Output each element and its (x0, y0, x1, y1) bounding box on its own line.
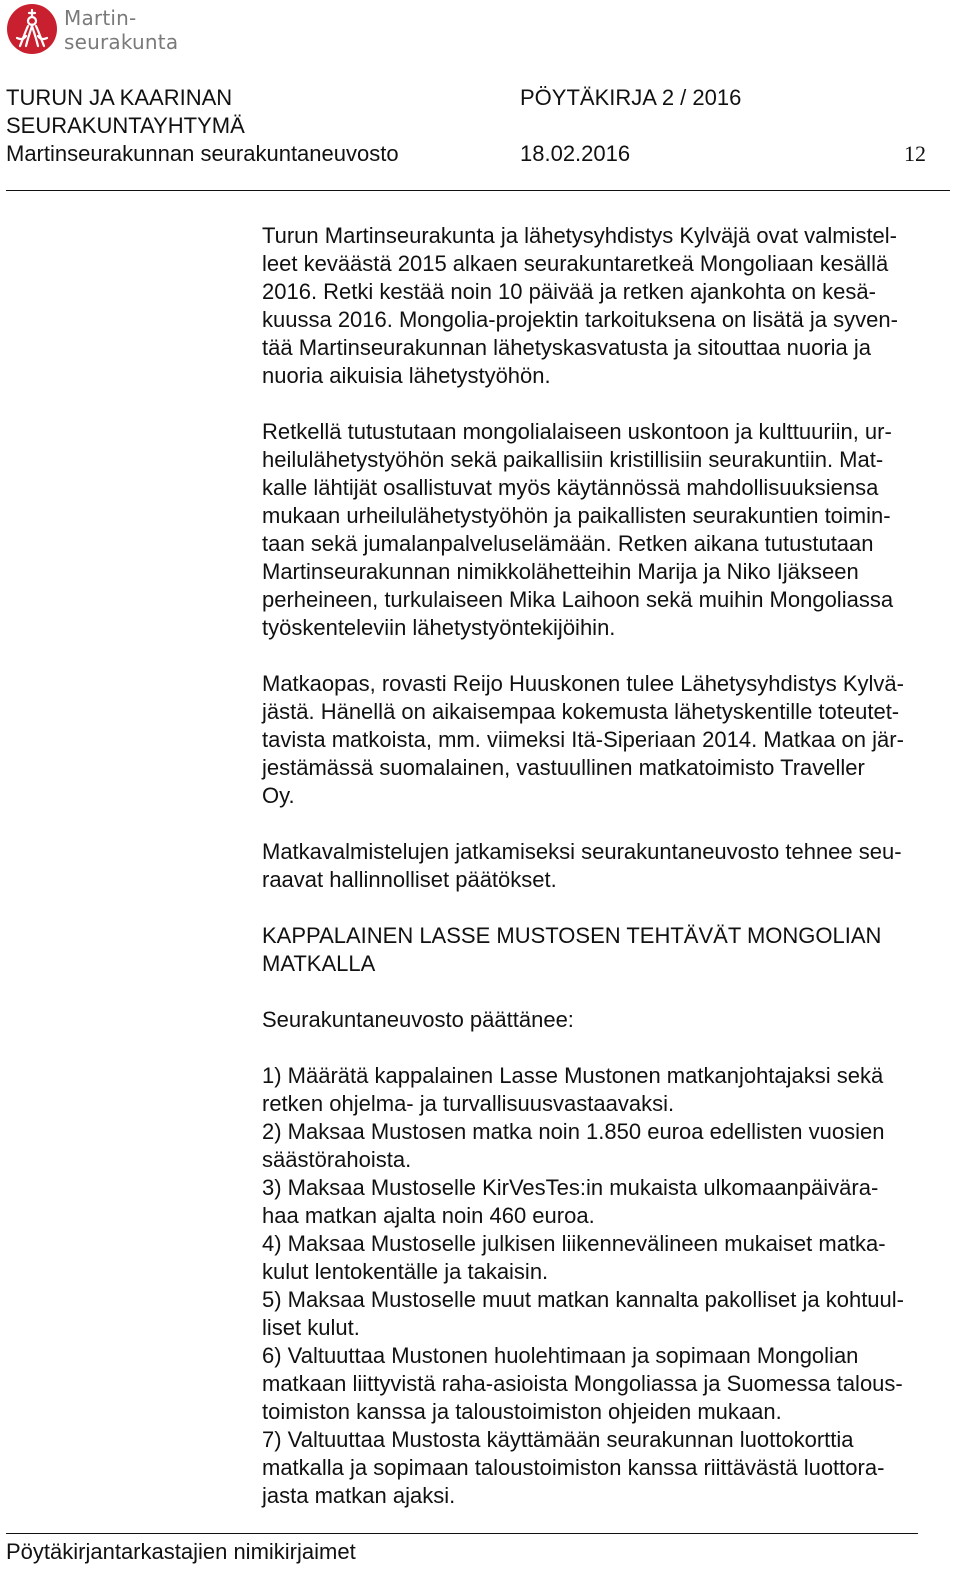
decision-item-4: 4) Maksaa Mustoselle julkisen liikennevälineen mukaiset matka- kulut lentokentälle ja takaisin. (262, 1231, 886, 1284)
organization-name-line-2: SEURAKUNTAYHTYMÄ (6, 113, 245, 138)
logo-line-1: Martin- (64, 6, 137, 30)
paragraph-trip-program: Retkellä tutustutaan mongolialaiseen uskontoon ja kulttuuriin, ur- heilulähetystyöhön sekä paikallisiin kristillisiin seurakuntiin. Mat- kalle lähtijät osallistuvat myös käytännössä mahdollisuuksiensa mukaan urheilulähetystyöhön ja paikallisten seurakuntien toimin- taan sekä jumalanpalveluselämään. Retken aikana tutustutaan Martinseurakunnan nimikkolähetteihin Marija ja Niko Ijäkseen perheineen, turkulaiseen Mika Laihoon sekä muihin Mongoliassa työskenteleviin lähetystyöntekijöihin. (262, 419, 894, 640)
logo-line-2: seurakunta (64, 30, 179, 54)
decision-item-2: 2) Maksaa Mustosen matka noin 1.850 euroa edellisten vuosien säästörahoista. (262, 1119, 885, 1172)
parish-logo-text (64, 6, 178, 54)
decision-item-3: 3) Maksaa Mustoselle KirVesTes:in mukaista ulkomaanpäivära- haa matkan ajalta noin 460 euroa. (262, 1175, 879, 1228)
document-body (262, 222, 956, 1510)
header-divider (6, 190, 950, 191)
parish-emblem-icon (6, 2, 58, 54)
paragraph-background: Turun Martinseurakunta ja lähetysyhdistys Kylväjä ovat valmistel- leet keväästä 2015 alkaen seurakuntaretkeä Mongoliaan kesällä 2016. Retki kestää noin 10 päivää ja retken ajankohta on kesä- kuussa 2016. Mongolia-projektin tarkoituksena on lisätä ja syven- tää Martinseurakunnan lähetyskasvatusta ja sitouttaa nuoria ja nuoria aikuisia lähetystyöhön. (262, 223, 898, 388)
footer-divider (6, 1533, 918, 1534)
decision-item-7: 7) Valtuuttaa Mustosta käyttämään seurakunnan luottokorttia matkalla ja sopimaan taloustoimiston kanssa riittävästä luottora- jasta matkan ajaksi. (262, 1427, 885, 1508)
footer-initials-label: Pöytäkirjantarkastajien nimikirjaimet (6, 1539, 356, 1564)
organization-name-line-1: TURUN JA KAARINAN (6, 85, 233, 110)
decision-item-1: 1) Määrätä kappalainen Lasse Mustonen matkanjohtajaksi sekä retken ohjelma- ja turvallisuusvastaavaksi. (262, 1063, 884, 1116)
paragraph-travel-guide: Matkaopas, rovasti Reijo Huuskonen tulee Lähetysyhdistys Kylvä- jästä. Hänellä on aikaisempaa kokemusta lähetyskentille toteutet- tavista matkoista, mm. viimeksi Itä-Siperiaan 2014. Matkaa on jär- jestämässä suomalainen, vastuullinen matkatoimisto Traveller Oy. (262, 671, 904, 808)
council-name: Martinseurakunnan seurakuntaneuvosto (6, 141, 399, 166)
meeting-date: 18.02.2016 (520, 141, 631, 166)
section-heading: KAPPALAINEN LASSE MUSTOSEN TEHTÄVÄT MONGOLIAN MATKALLA (262, 923, 882, 976)
parish-logo (6, 2, 206, 58)
decision-item-6: 6) Valtuuttaa Mustonen huolehtimaan ja sopimaan Mongolian matkaan liittyvistä raha-asioista Mongoliassa ja Suomessa talous- toimiston kanssa ja taloustoimiston ohjeiden mukaan. (262, 1343, 903, 1424)
proposal-label: Seurakuntaneuvosto päättänee: (262, 1007, 574, 1032)
document-title: PÖYTÄKIRJA 2 / 2016 (520, 85, 742, 110)
decision-item-5: 5) Maksaa Mustoselle muut matkan kannalta pakolliset ja kohtuul- liset kulut. (262, 1287, 904, 1340)
paragraph-administrative-decisions: Matkavalmistelujen jatkamiseksi seurakuntaneuvosto tehnee seu- raavat hallinnolliset päätökset. (262, 839, 902, 892)
page-number: 12 (904, 141, 926, 166)
